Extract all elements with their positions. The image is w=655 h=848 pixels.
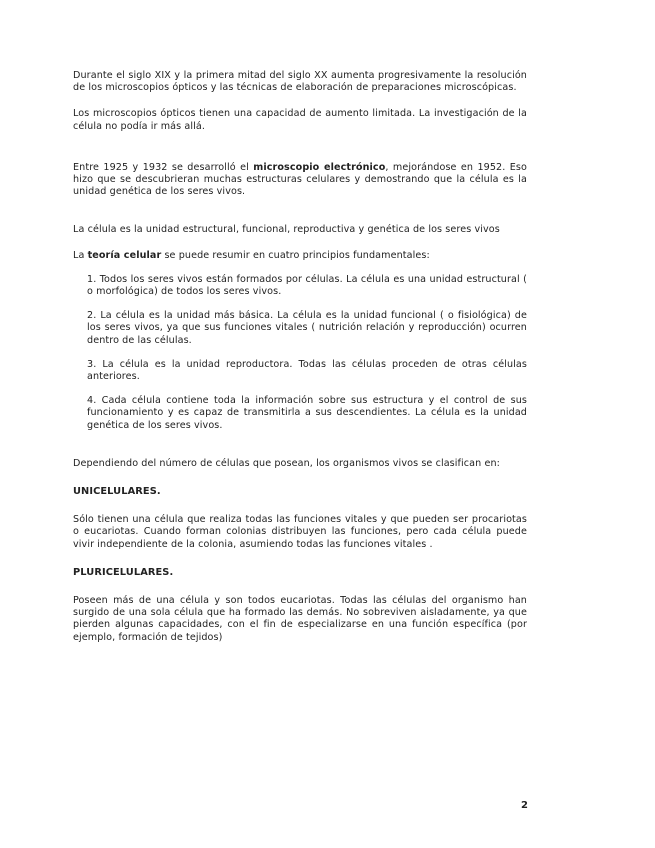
principle-item: 1. Todos los seres vivos están formados por células. La célula es una unidad estructural ( o morfológica) de todos los seres vivos. — [87, 273, 527, 298]
page-number: 2 — [521, 800, 528, 811]
term-electron-microscope: microscopio electrónico — [253, 161, 386, 173]
paragraph-electron-microscope — [73, 162, 527, 199]
paragraph-unicellular: Sólo tienen una célula que realiza todas las funciones vitales y que pueden ser procariotas o eucariotas. Cuando forman colonias distribuyen las funciones, pero cada célula puede vivir independiente de la colonia, asumiendo todas las funciones vitales . — [73, 514, 527, 550]
principles-list — [87, 274, 527, 432]
principle-item: 3. La célula es la unidad reproductora. Todas las células proceden de otras células anteriores. — [87, 358, 527, 383]
document-body — [73, 70, 527, 644]
paragraph-optical-limits: Los microscopios ópticos tienen una capacidad de aumento limitada. La investigación de la célula no podía ir más allá. — [73, 108, 527, 132]
paragraph-classification-intro: Dependiendo del número de células que posean, los organismos vivos se clasifican en: — [73, 457, 500, 469]
paragraph-cell-theory-intro — [73, 250, 527, 262]
paragraph-multicellular: Poseen más de una célula y son todos eucariotas. Todas las células del organismo han surgido de una sola célula que ha formado las demás. No sobreviven aisladamente, ya que pierden algunas capacidades, con el fin de especializarse en una función específica (por ejemplo, formación de tejidos) — [73, 595, 527, 643]
principle-item: 4. Cada célula contiene toda la información sobre sus estructura y el control de sus funcionamiento y es capaz de transmitirla a sus descendientes. La célula es la unidad genética de los seres vivos. — [87, 395, 527, 431]
term-cell-theory: teoría celular — [87, 249, 162, 261]
paragraph-cell-definition: La célula es la unidad estructural, funcional, reproductiva y genética de los seres vivos — [73, 224, 500, 236]
heading-multicellular: PLURICELULARES. — [73, 566, 174, 578]
text-run: Entre 1925 y 1932 se desarrolló el — [73, 161, 254, 173]
paragraph-microscope-history: Durante el siglo XIX y la primera mitad del siglo XX aumenta progresivamente la resolución de los microscopios ópticos y las técnicas de elaboración de preparaciones microscópicas. — [73, 70, 527, 94]
heading-unicellular: UNICELULARES. — [73, 486, 161, 498]
principle-item: 2. La célula es la unidad más básica. La célula es la unidad funcional ( o fisiológica) de los seres vivos, ya que sus funciones vitales ( nutrición relación y reproducción) ocurren dentro de las células. — [87, 310, 527, 346]
text-run: se puede resumir en cuatro principios fundamentales: — [161, 249, 430, 261]
text-run: La — [73, 249, 88, 261]
text-run: , mejorándose en 1952. Eso hizo que se descubrieran muchas estructuras celulares y demostrando que la célula es la unidad genética de los seres vivos. — [73, 161, 527, 198]
